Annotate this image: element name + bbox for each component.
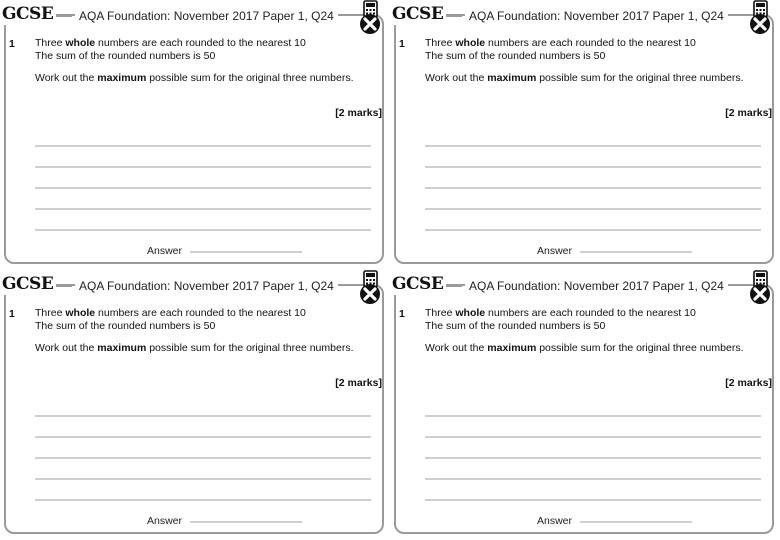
paper-title: AQA Foundation: November 2017 Paper 1, Q24 bbox=[465, 278, 728, 294]
writing-line bbox=[35, 166, 371, 168]
marks-label: [2 marks] bbox=[725, 377, 772, 389]
title-dash bbox=[444, 15, 462, 17]
writing-line bbox=[425, 415, 761, 417]
answer-label: Answer bbox=[147, 245, 183, 257]
writing-line bbox=[35, 436, 371, 438]
no-calculator-icon bbox=[746, 270, 774, 306]
no-calculator-icon bbox=[356, 0, 384, 36]
question-line-2: The sum of the rounded numbers is 50 bbox=[35, 320, 216, 332]
answer-label: Answer bbox=[537, 515, 573, 527]
gcse-logo: GCSE bbox=[2, 273, 56, 295]
paper-title: AQA Foundation: November 2017 Paper 1, Q24 bbox=[75, 278, 338, 294]
question-card-bottom-left bbox=[0, 270, 390, 540]
writing-line bbox=[425, 166, 761, 168]
question-line-2: The sum of the rounded numbers is 50 bbox=[35, 50, 216, 62]
writing-line bbox=[425, 436, 761, 438]
gcse-logo: GCSE bbox=[392, 273, 446, 295]
question-number: 1 bbox=[399, 38, 405, 50]
question-number: 1 bbox=[9, 38, 15, 50]
title-dash bbox=[54, 15, 72, 17]
writing-line bbox=[425, 499, 761, 501]
marks-label: [2 marks] bbox=[725, 107, 772, 119]
question-line-1: Three whole numbers are each rounded to the nearest 10 bbox=[425, 307, 696, 319]
answer-label: Answer bbox=[147, 515, 183, 527]
question-number: 1 bbox=[399, 308, 405, 320]
no-calculator-icon bbox=[356, 270, 384, 306]
writing-line bbox=[35, 145, 371, 147]
question-line-2: The sum of the rounded numbers is 50 bbox=[425, 50, 606, 62]
answer-line bbox=[580, 251, 692, 253]
marks-label: [2 marks] bbox=[335, 107, 382, 119]
question-card-top-left bbox=[0, 0, 390, 270]
title-dash bbox=[444, 285, 462, 287]
question-line-3: Work out the maximum possible sum for the original three numbers. bbox=[425, 342, 744, 354]
answer-line bbox=[190, 251, 302, 253]
writing-line bbox=[35, 187, 371, 189]
question-line-1: Three whole numbers are each rounded to the nearest 10 bbox=[35, 37, 306, 49]
gcse-logo: GCSE bbox=[2, 3, 56, 25]
gcse-logo: GCSE bbox=[392, 3, 446, 25]
no-calculator-icon bbox=[746, 0, 774, 36]
question-line-2: The sum of the rounded numbers is 50 bbox=[425, 320, 606, 332]
question-number: 1 bbox=[9, 308, 15, 320]
title-dash bbox=[54, 285, 72, 287]
writing-line bbox=[425, 229, 761, 231]
answer-line bbox=[190, 521, 302, 523]
marks-label: [2 marks] bbox=[335, 377, 382, 389]
writing-line bbox=[425, 187, 761, 189]
answer-line bbox=[580, 521, 692, 523]
writing-line bbox=[35, 415, 371, 417]
question-card-top-right bbox=[390, 0, 780, 270]
writing-line bbox=[35, 499, 371, 501]
paper-title: AQA Foundation: November 2017 Paper 1, Q24 bbox=[465, 8, 728, 24]
question-line-3: Work out the maximum possible sum for the original three numbers. bbox=[425, 72, 744, 84]
writing-line bbox=[35, 208, 371, 210]
writing-line bbox=[425, 208, 761, 210]
question-line-1: Three whole numbers are each rounded to the nearest 10 bbox=[35, 307, 306, 319]
question-line-3: Work out the maximum possible sum for the original three numbers. bbox=[35, 342, 354, 354]
question-line-1: Three whole numbers are each rounded to the nearest 10 bbox=[425, 37, 696, 49]
writing-line bbox=[425, 478, 761, 480]
writing-line bbox=[35, 457, 371, 459]
question-card-bottom-right bbox=[390, 270, 780, 540]
question-line-3: Work out the maximum possible sum for the original three numbers. bbox=[35, 72, 354, 84]
writing-line bbox=[35, 478, 371, 480]
writing-line bbox=[425, 457, 761, 459]
paper-title: AQA Foundation: November 2017 Paper 1, Q24 bbox=[75, 8, 338, 24]
writing-line bbox=[35, 229, 371, 231]
writing-line bbox=[425, 145, 761, 147]
answer-label: Answer bbox=[537, 245, 573, 257]
